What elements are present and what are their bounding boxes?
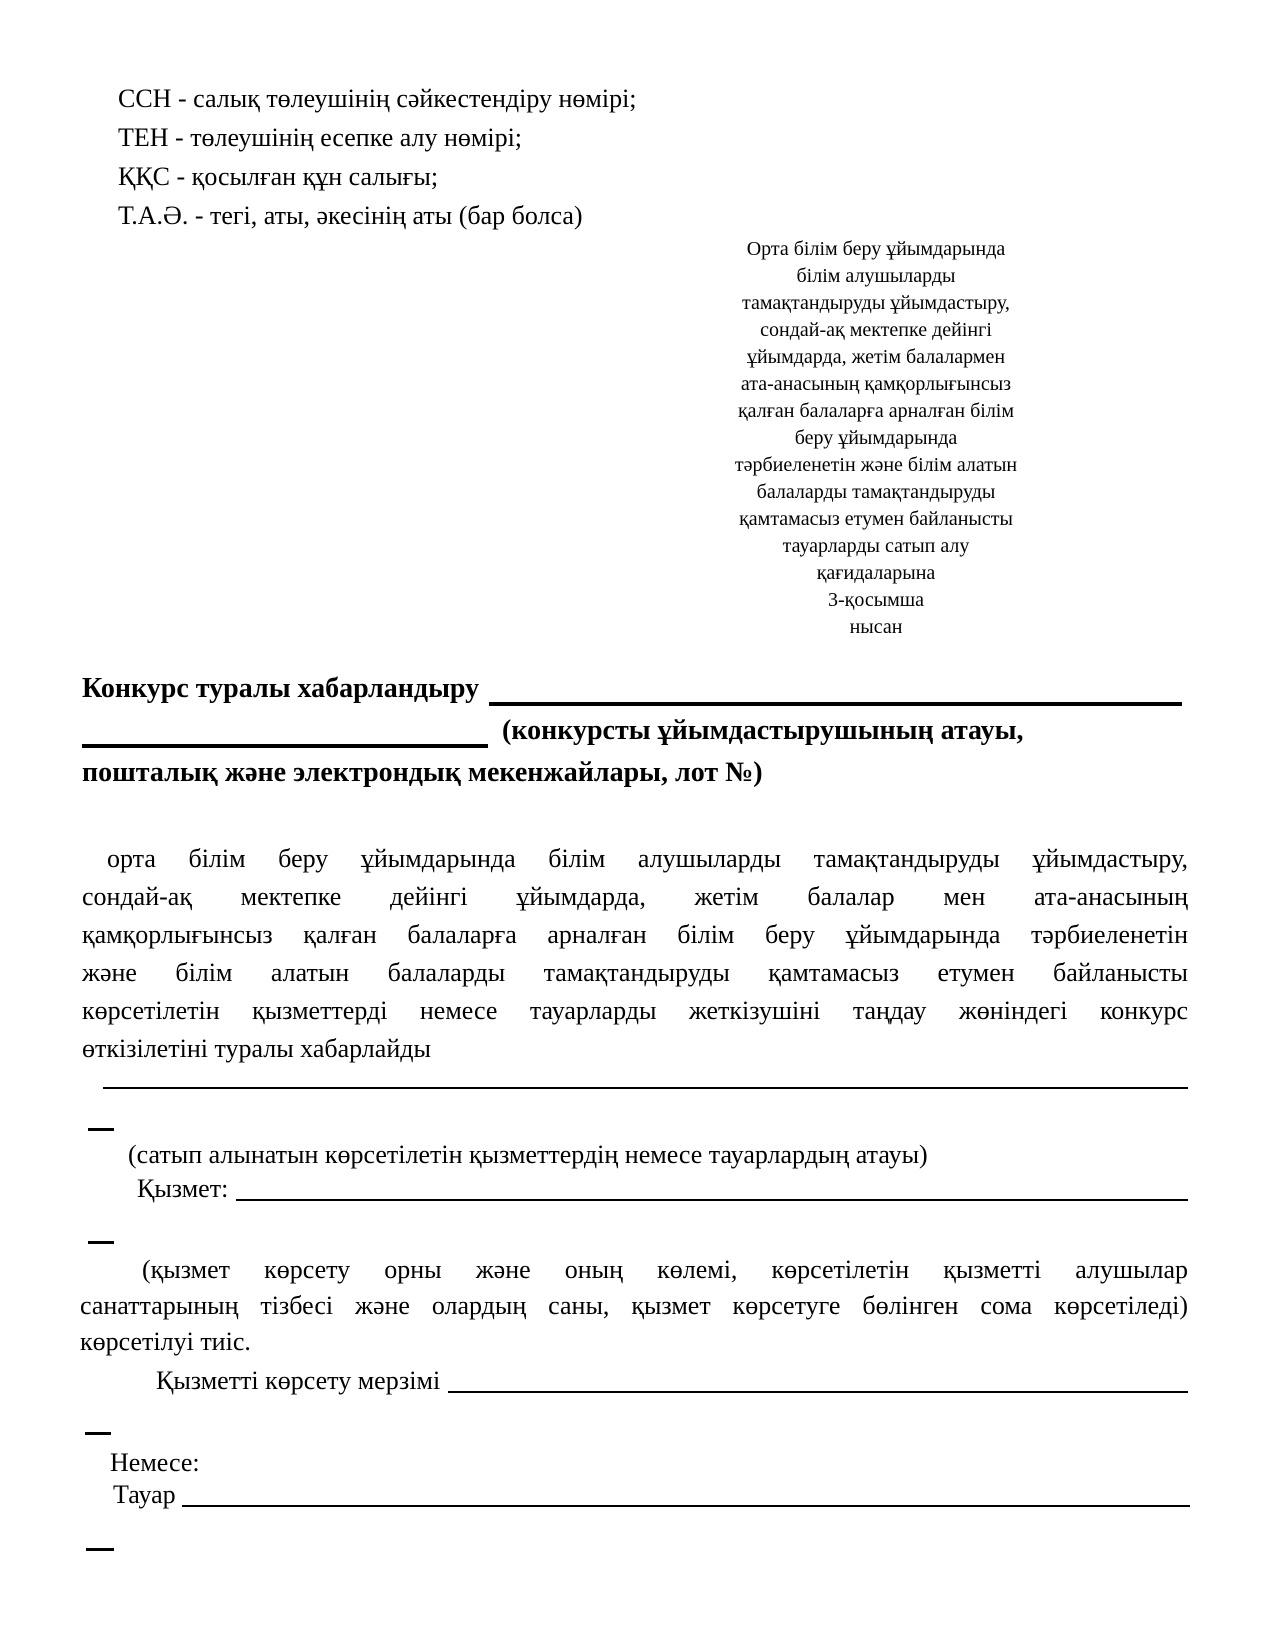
blank-line-goods: [182, 1505, 1190, 1507]
appendix-reference-note: Орта білім беру ұйымдарында білім алушыларды тамақтандыруды ұйымдастыру, сондай-ақ мектепке дейінгі ұйымдарда, жетім балалармен ата-анасының қамқорлығынсыз қалған балаларға арналған білім беру ұйымдарында тәрбиеленетін және білім алатын балаларды тамақтандыруды қамтамасыз етумен байланысты тауарларды сатып алу қағидаларына 3-қосымша нысан: [734, 238, 1018, 638]
service-term-field-row: [156, 1366, 1188, 1396]
blank-line-subject: [103, 1087, 1188, 1089]
service-details-paragraph: (қызмет көрсету орны және оның көлемі, көрсетілетін қызметті алушылар санаттарының тізбесі және олардың саны, қызмет көрсетуге бөлінген сома көрсетіледі) көрсетілуі тиіс.: [80, 1255, 1188, 1356]
service-field-row: [137, 1174, 1188, 1204]
blank-dash-3: [85, 1432, 111, 1435]
blank-dash-1: [88, 1128, 114, 1131]
goods-label: Тауар: [113, 1480, 176, 1509]
or-label: Немесе:: [110, 1448, 200, 1477]
service-term-label: Қызметті көрсету мерзімі: [156, 1366, 441, 1395]
abbreviation-definitions: ССН - салық төлеушінің сәйкестендіру нөмірі; ТЕН - төлеушінің есепке алу нөмірі; ҚҚС - қосылған құн салығы; Т.А.Ә. - тегі, аты, әкесінің аты (бар болса): [118, 84, 637, 230]
heading-row-address: [82, 752, 1182, 794]
blank-dash-4: [86, 1548, 114, 1551]
heading-row-organizer: [82, 710, 1182, 752]
heading-title: Конкурс туралы хабарландыру: [82, 673, 480, 704]
caption-subject-name: (сатып алынатын көрсетілетін қызметтердің немесе тауарлардың атауы): [128, 1140, 928, 1169]
blank-line-service: [236, 1199, 1188, 1201]
goods-field-row: [113, 1480, 1190, 1510]
announcement-body-paragraph: орта білім беру ұйымдарында білім алушыларды тамақтандыруды ұйымдастыру, сондай-ақ мектепке дейінгі ұйымдарда, жетім балалар мен ата-анасының қамқорлығынсыз қалған балаларға арналған білім беру ұйымдарында тәрбиеленетін және білім алатын балаларды тамақтандыруды қамтамасыз етумен байланысты көрсетілетін қызметтерді немесе тауарларды жеткізушіні таңдау жөніндегі конкурс өткізілетіні туралы хабарлайды: [82, 844, 1188, 1063]
announcement-heading: [82, 668, 1182, 794]
blank-dash-2: [88, 1241, 114, 1244]
heading-row-title: [82, 668, 1182, 710]
blank-line-organizer-name: [82, 744, 488, 748]
heading-subtitle-line1: (конкурсты ұйымдастырушының атауы,: [502, 715, 1024, 746]
blank-line-announcement-title: [489, 702, 1182, 706]
heading-subtitle-line2: пошталық және электрондық мекенжайлары, лот №): [82, 757, 763, 788]
service-label: Қызмет:: [137, 1174, 229, 1203]
blank-line-service-term: [448, 1391, 1188, 1393]
